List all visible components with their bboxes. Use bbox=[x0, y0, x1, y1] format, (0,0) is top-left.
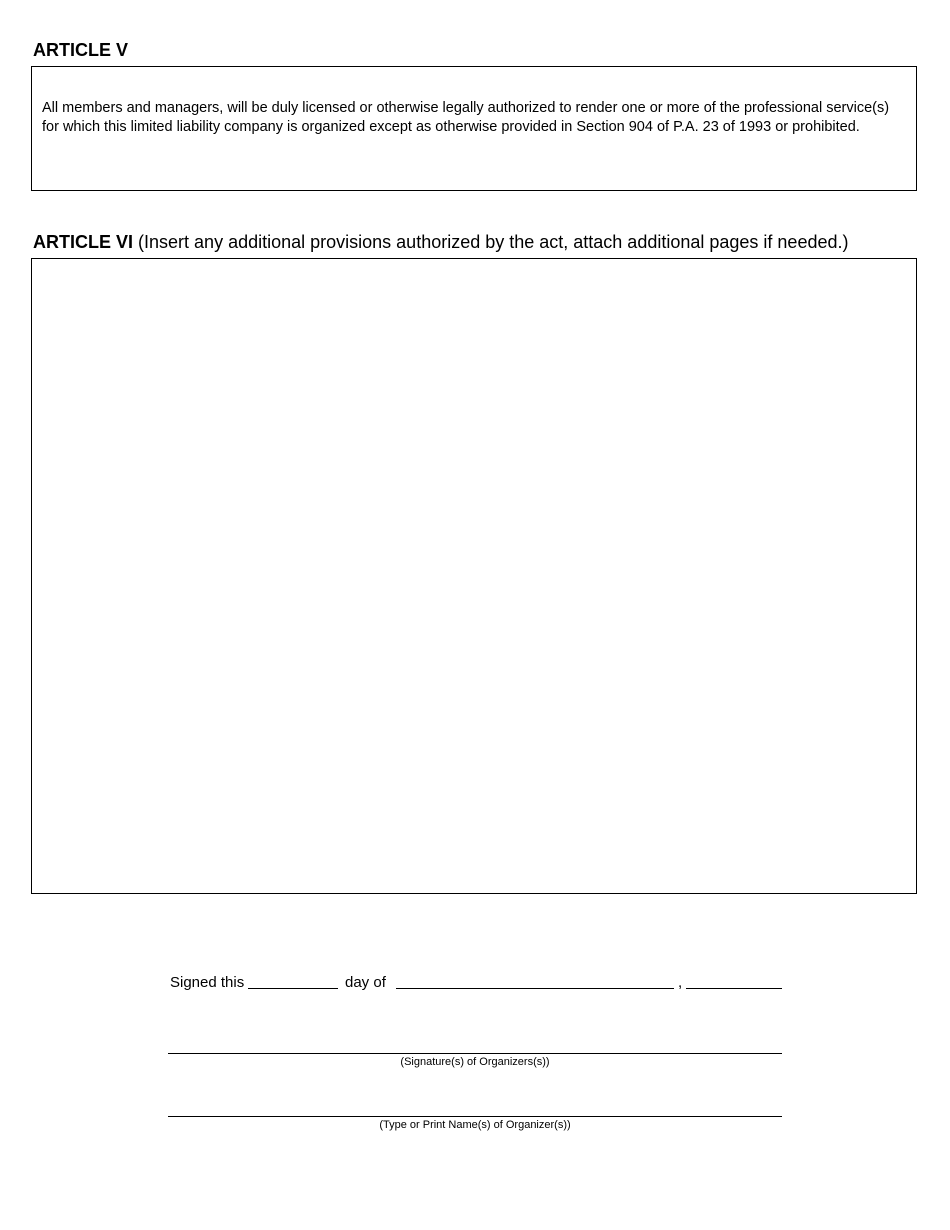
printed-name-line[interactable] bbox=[168, 1116, 782, 1117]
article-6-note: (Insert any additional provisions authorized by the act, attach additional pages if needed.) bbox=[138, 232, 849, 252]
article-5-text: All members and managers, will be duly licensed or otherwise legally authorized to render one or more of the professional service(s) for which this limited liability company is organized except as otherwise provided in Section 904 of P.A. 23 of 1993 or prohibited. bbox=[42, 100, 890, 135]
signature-caption: (Signature(s) of Organizers(s)) bbox=[400, 1056, 550, 1068]
signed-year-field[interactable] bbox=[686, 988, 782, 989]
signed-month-field[interactable] bbox=[396, 988, 674, 989]
article-6-heading-row bbox=[33, 232, 848, 253]
article-5-heading: ARTICLE V bbox=[33, 40, 129, 60]
article-6-heading: ARTICLE VI bbox=[33, 232, 134, 252]
signed-day-field[interactable] bbox=[248, 988, 338, 989]
article-6-provisions-field[interactable] bbox=[31, 258, 917, 894]
printed-name-caption: (Type or Print Name(s) of Organizer(s)) bbox=[379, 1119, 571, 1131]
signature-line[interactable] bbox=[168, 1053, 782, 1054]
day-of-label: day of bbox=[345, 974, 386, 991]
signed-this-label: Signed this bbox=[170, 974, 245, 991]
article-5-box bbox=[31, 66, 917, 191]
comma-separator: , bbox=[678, 974, 683, 991]
